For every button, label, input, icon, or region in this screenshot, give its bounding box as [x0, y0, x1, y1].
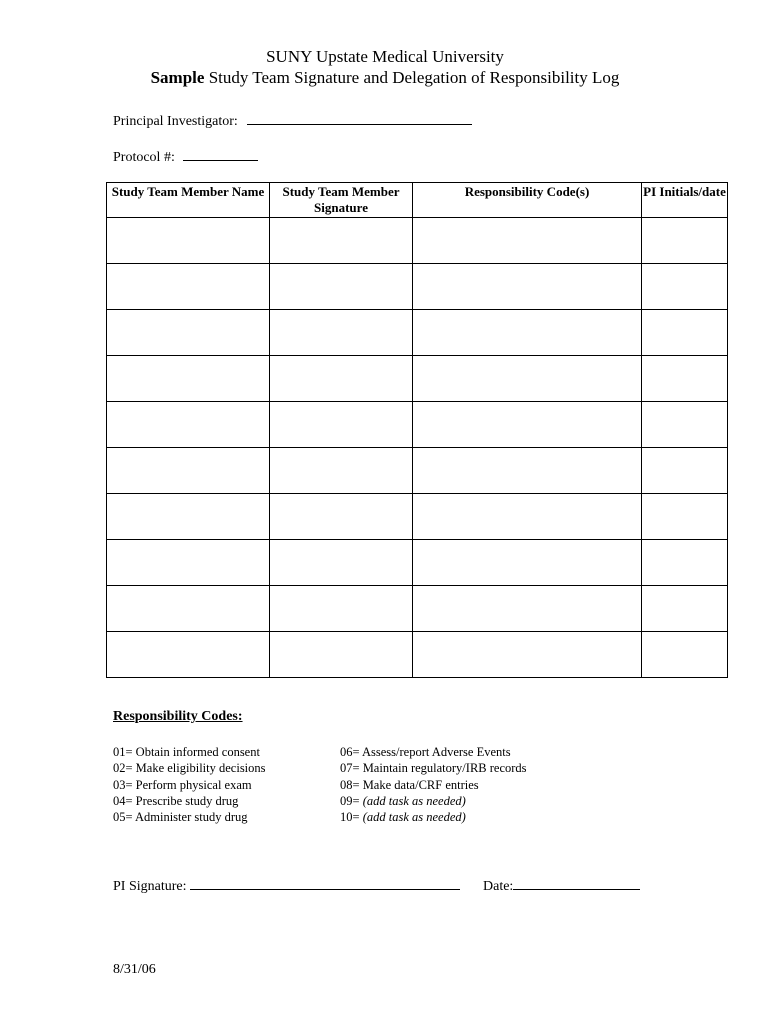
cell-name[interactable] [107, 356, 270, 402]
cell-codes[interactable] [413, 586, 642, 632]
cell-pi-initials[interactable] [642, 448, 728, 494]
protocol-label: Protocol #: [113, 150, 175, 165]
cell-pi-initials[interactable] [642, 218, 728, 264]
code-item: 03= Perform physical exam [113, 777, 252, 792]
cell-name[interactable] [107, 310, 270, 356]
table-row [107, 264, 728, 310]
code-item [340, 760, 527, 776]
pi-signature-blank[interactable] [190, 876, 460, 890]
table-row [107, 356, 728, 402]
title-rest: Study Team Signature and Delegation of Responsibility Log [204, 68, 620, 87]
table-body [107, 218, 728, 678]
code-item [340, 809, 527, 825]
col-header-name: Study Team Member Name [107, 183, 270, 218]
cell-codes[interactable] [413, 448, 642, 494]
document-title [0, 68, 770, 88]
cell-codes[interactable] [413, 356, 642, 402]
cell-pi-initials[interactable] [642, 632, 728, 678]
cell-codes[interactable] [413, 540, 642, 586]
cell-codes[interactable] [413, 264, 642, 310]
cell-signature[interactable] [270, 402, 413, 448]
code-item: 05= Administer study drug [113, 810, 248, 825]
cell-signature[interactable] [270, 540, 413, 586]
date-label: Date: [483, 879, 514, 894]
cell-codes[interactable] [413, 310, 642, 356]
table-row [107, 402, 728, 448]
cell-signature[interactable] [270, 356, 413, 402]
revision-date: 8/31/06 [113, 962, 156, 977]
cell-signature[interactable] [270, 586, 413, 632]
pi-signature-label: PI Signature: [113, 879, 187, 894]
pi-field [113, 111, 472, 131]
cell-name[interactable] [107, 402, 270, 448]
code-item: 02= Make eligibility decisions [113, 761, 266, 776]
code-item: 04= Prescribe study drug [113, 793, 239, 808]
codes-title: Responsibility Codes: [113, 709, 243, 724]
cell-codes[interactable] [413, 218, 642, 264]
table-header-row [107, 183, 728, 218]
code-number: 10= [340, 810, 363, 825]
cell-name[interactable] [107, 264, 270, 310]
table-row [107, 586, 728, 632]
cell-pi-initials[interactable] [642, 586, 728, 632]
table-row [107, 448, 728, 494]
cell-signature[interactable] [270, 264, 413, 310]
table-row [107, 218, 728, 264]
code-text: (add task as needed) [362, 810, 466, 825]
code-item [340, 793, 527, 809]
cell-name[interactable] [107, 540, 270, 586]
table-row [107, 310, 728, 356]
cell-name[interactable] [107, 448, 270, 494]
cell-codes[interactable] [413, 632, 642, 678]
cell-pi-initials[interactable] [642, 494, 728, 540]
code-item [340, 777, 527, 793]
institution-name: SUNY Upstate Medical University [266, 47, 504, 66]
code-item [340, 744, 527, 760]
pi-signature-field [113, 876, 460, 896]
table-row [107, 494, 728, 540]
code-text: Maintain regulatory/IRB records [362, 761, 527, 776]
date-field [483, 876, 640, 896]
pi-blank[interactable] [247, 111, 472, 125]
cell-pi-initials[interactable] [642, 264, 728, 310]
delegation-table [106, 182, 728, 678]
cell-pi-initials[interactable] [642, 356, 728, 402]
cell-signature[interactable] [270, 310, 413, 356]
code-number: 07= [340, 761, 363, 776]
code-number: 09= [340, 793, 363, 808]
cell-signature[interactable] [270, 448, 413, 494]
cell-signature[interactable] [270, 494, 413, 540]
cell-name[interactable] [107, 218, 270, 264]
col-header-pi-initials: PI Initials/date [642, 183, 728, 218]
cell-pi-initials[interactable] [642, 540, 728, 586]
protocol-field [113, 147, 258, 167]
code-text: Assess/report Adverse Events [362, 745, 511, 759]
cell-codes[interactable] [413, 402, 642, 448]
cell-name[interactable] [107, 494, 270, 540]
cell-signature[interactable] [270, 632, 413, 678]
codes-left-list [113, 744, 266, 825]
pi-label: Principal Investigator: [113, 114, 238, 129]
cell-pi-initials[interactable] [642, 402, 728, 448]
cell-codes[interactable] [413, 494, 642, 540]
code-text: (add task as needed) [362, 793, 466, 808]
code-number: 08= [340, 777, 363, 792]
cell-name[interactable] [107, 586, 270, 632]
col-header-signature: Study Team Member Signature [270, 183, 413, 218]
date-blank[interactable] [513, 876, 640, 890]
protocol-blank[interactable] [183, 147, 258, 161]
code-item: 01= Obtain informed consent [113, 745, 260, 759]
cell-signature[interactable] [270, 218, 413, 264]
cell-name[interactable] [107, 632, 270, 678]
codes-right-list [340, 744, 527, 825]
cell-pi-initials[interactable] [642, 310, 728, 356]
code-number: 06= [340, 745, 362, 759]
col-header-codes: Responsibility Code(s) [413, 183, 642, 218]
code-text: Make data/CRF entries [362, 777, 479, 792]
title-bold: Sample [150, 68, 205, 87]
table-row [107, 540, 728, 586]
table-row [107, 632, 728, 678]
